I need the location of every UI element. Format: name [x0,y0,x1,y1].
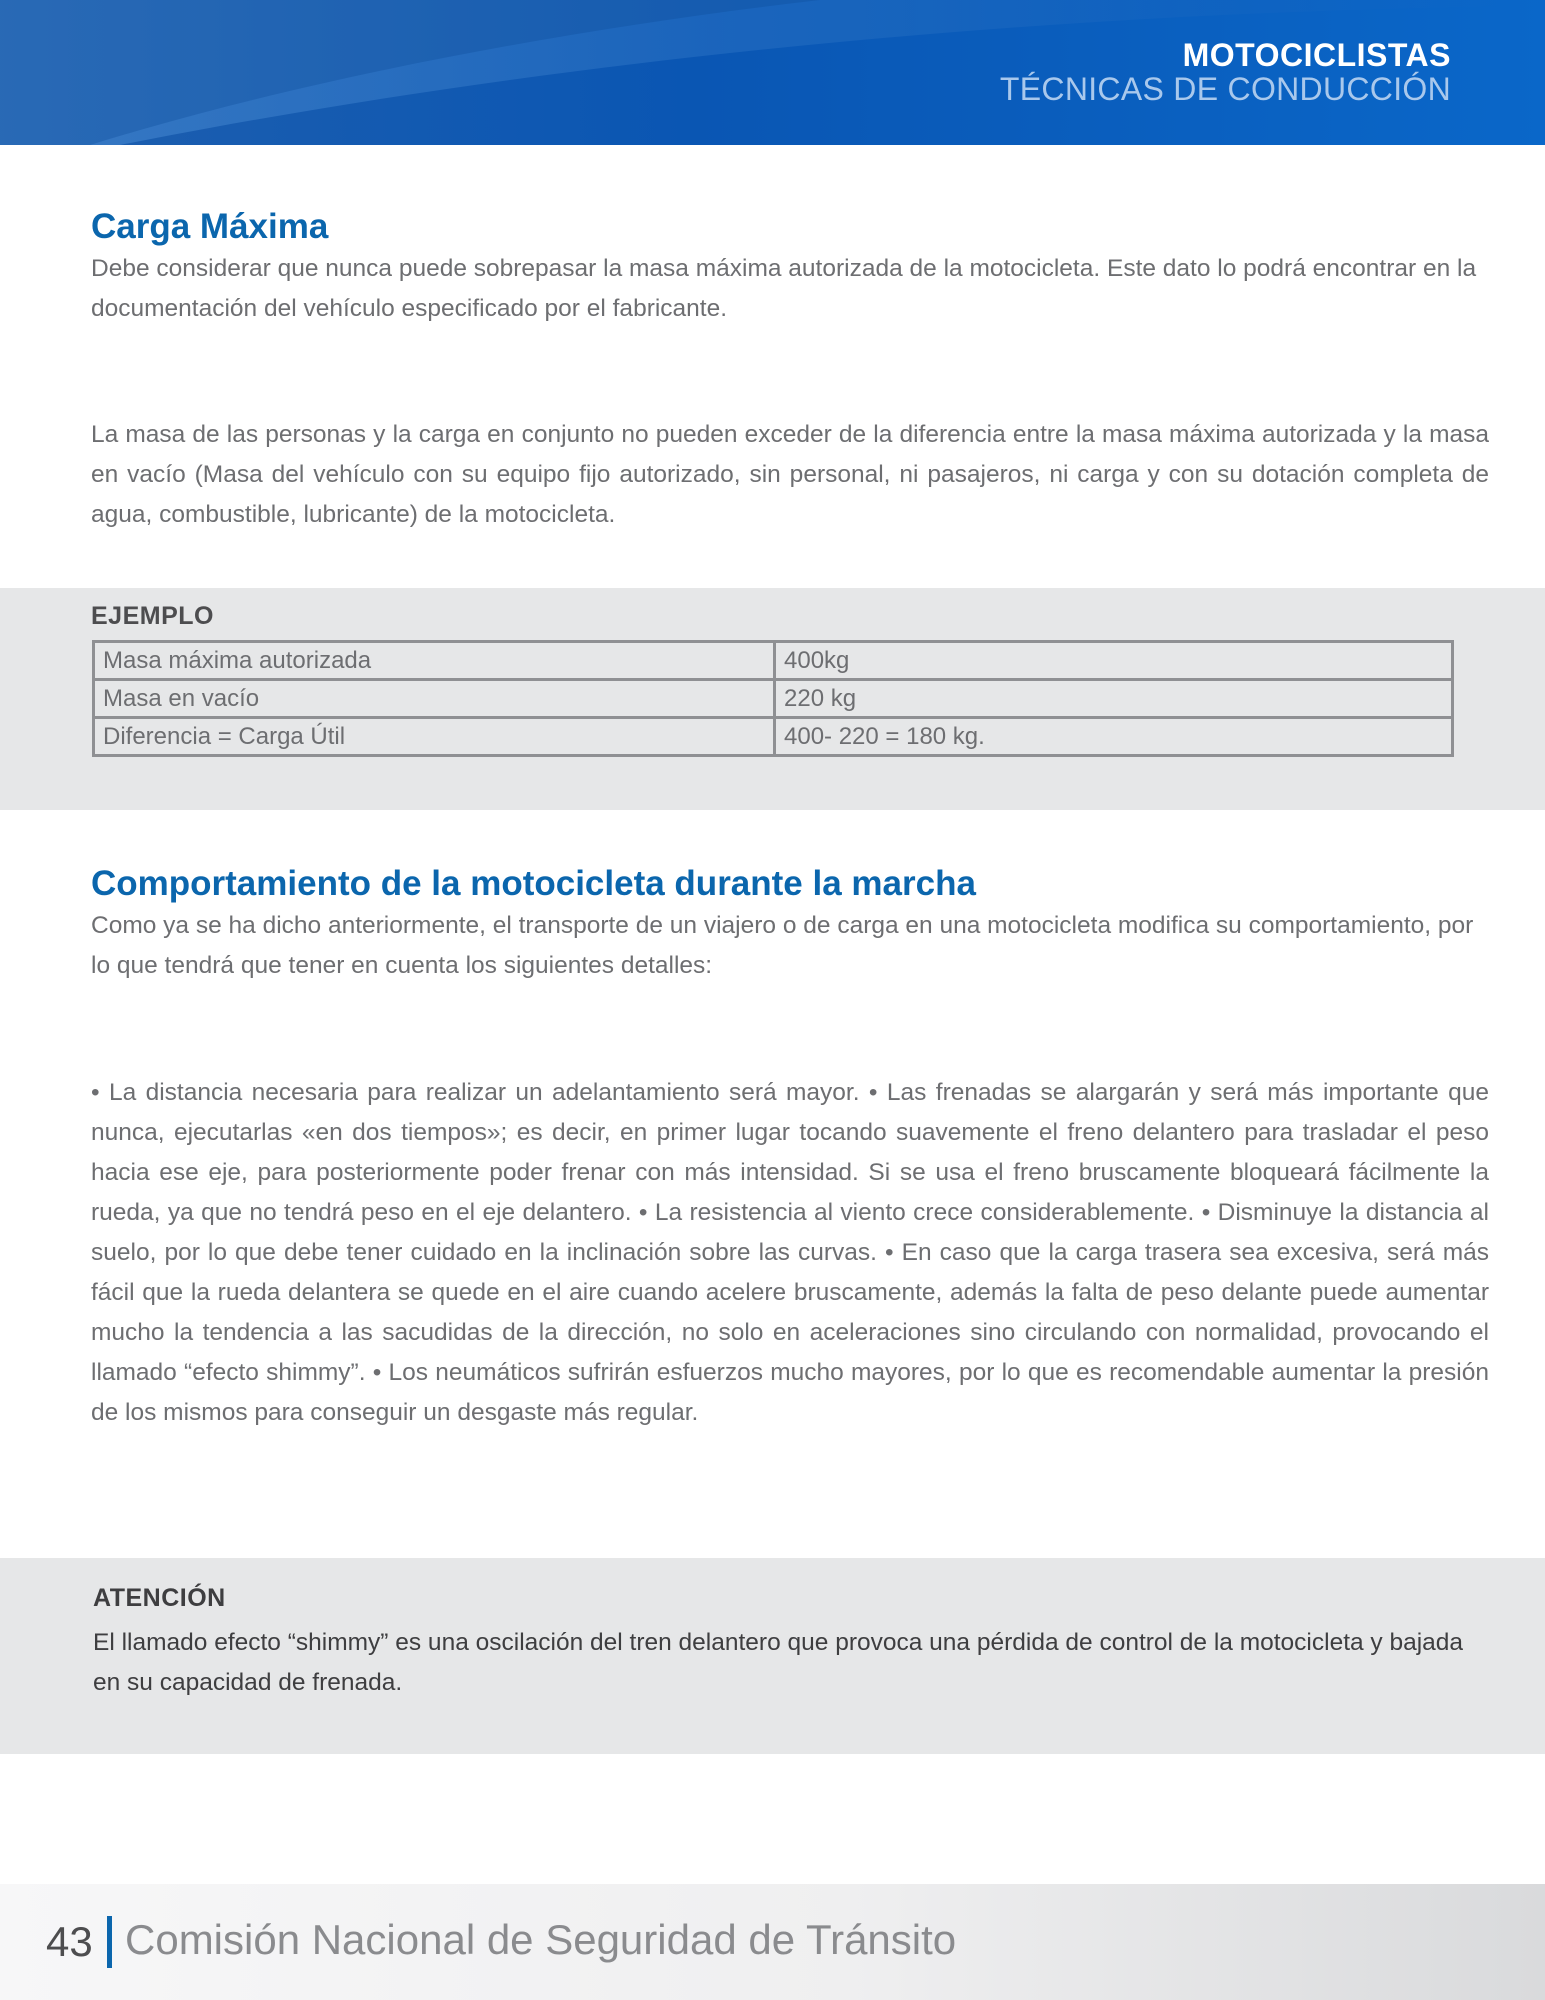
table-cell-value: 400- 220 = 180 kg. [775,718,1453,756]
footer-divider [107,1916,112,1968]
table-cell-label: Diferencia = Carga Útil [94,718,775,756]
section-paragraph: Como ya se ha dicho anteriormente, el transporte de un viajero o de carga en una motocicleta modifica su comportamiento, por lo que tendrá que tener en cuenta los siguientes detalles: [91,912,1474,979]
section-heading: Comportamiento de la motocicleta durante la marcha [91,864,976,903]
table-row [94,718,1453,756]
header-title: MOTOCICLISTAS [1182,37,1451,73]
table-row [94,642,1453,680]
page-footer [0,1884,1545,2000]
page-number: 43 [46,1918,93,1965]
table-row [94,680,1453,718]
page-header [0,0,1545,145]
section-paragraph: • La distancia necesaria para realizar un adelantamiento será mayor. • Las frenadas se alargarán y será más importante que nunca, ejecutarlas «en dos tiempos»; es decir, en primer lugar tocando suavemente el freno delantero para trasladar el peso hacia ese eje, para posteriormente poder frenar con más intensidad. Si se usa el freno bruscamente bloqueará fácilmente la rueda, ya que no tendrá peso en el eje delantero. • La resistencia al viento crece considerablemente. • Disminuye la distancia al suelo, por lo que debe tener cuidado en la inclinación sobre las curvas. • En caso que la carga trasera sea excesiva, será más fácil que la rueda delantera se quede en el aire cuando acelere bruscamente, además la falta de peso delante puede aumentar mucho la tendencia a las sacudidas de la dirección, no solo en aceleraciones sino circulando con normalidad, provocando el llamado “efecto shimmy”. • Los neumáticos sufrirán esfuerzos mucho mayores, por lo que es recomendable aumentar la presión de los mismos para conseguir un desgaste más regular. [91,1079,1489,1426]
example-label: EJEMPLO [91,602,214,630]
example-table [92,640,1454,757]
table-cell-value: 400kg [775,642,1453,680]
attention-text: El llamado efecto “shimmy” es una oscilación del tren delantero que provoca una pérdida de control de la motocicleta y bajada en su capacidad de frenada. [93,1629,1464,1696]
section-carga-maxima [91,205,1489,329]
header-subtitle: TÉCNICAS DE CONDUCCIÓN [999,71,1451,107]
table-cell-value: 220 kg [775,680,1453,718]
section-comportamiento [91,862,1489,986]
attention-box [0,1558,1545,1754]
section-paragraph: Debe considerar que nunca puede sobrepasar la masa máxima autorizada de la motocicleta. Este dato lo podrá encontrar en la documentación del vehículo especificado por el fabricante. [91,255,1477,322]
footer-organization: Comisión Nacional de Seguridad de Tránsito [125,1916,957,1963]
table-cell-label: Masa en vacío [94,680,775,718]
section-paragraph: La masa de las personas y la carga en conjunto no pueden exceder de la diferencia entre la masa máxima autorizada y la masa en vacío (Masa del vehículo con su equipo fijo autorizado, sin personal, ni pasajeros, ni carga y con su dotación completa de agua, combustible, lubricante) de la motocicleta. [91,421,1489,528]
header-title-block [1000,38,1451,106]
section-heading: Carga Máxima [91,207,329,246]
attention-label: ATENCIÓN [93,1584,226,1612]
table-cell-label: Masa máxima autorizada [94,642,775,680]
example-box [0,588,1545,810]
